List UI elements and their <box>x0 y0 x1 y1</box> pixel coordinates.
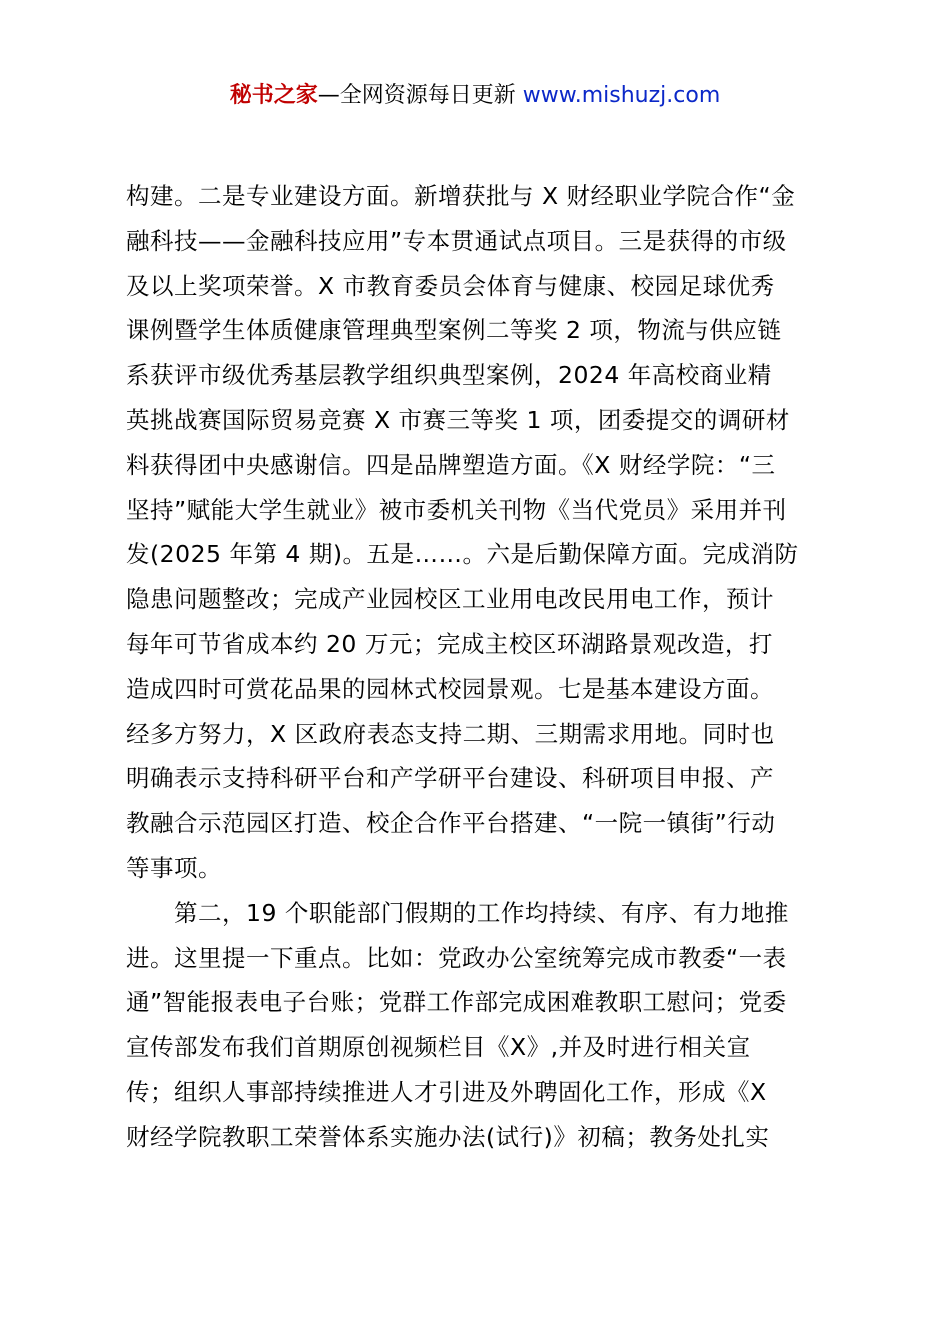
text-line: 通”智能报表电子台账；党群工作部完成困难教职工慰问；党委 <box>126 988 787 1017</box>
text-line: 造成四时可赏花品果的园林式校园景观。七是基本建设方面。 <box>126 674 774 703</box>
text-line: 每年可节省成本约 20 万元；完成主校区环湖路景观改造，打 <box>126 629 773 658</box>
text-line: 发(2025 年第 4 期)。五是……。六是后勤保障方面。完成消防 <box>126 540 799 569</box>
text-line: 明确表示支持科研平台和产学研平台建设、科研项目申报、产 <box>126 764 774 793</box>
text-line: 财经学院教职工荣誉体系实施办法(试行)》初稿；教务处扎实 <box>126 1122 770 1151</box>
text-line: 英挑战赛国际贸易竞赛 X 市赛三等奖 1 项，团委提交的调研材 <box>126 405 790 434</box>
text-line: 教融合示范园区打造、校企合作平台搭建、“一院一镇街”行动 <box>126 809 776 838</box>
text-line: 第二，19 个职能部门假期的工作均持续、有序、有力地推 <box>126 898 789 927</box>
text-line: 构建。二是专业建设方面。新增获批与 X 财经职业学院合作“金 <box>126 182 796 210</box>
website-url[interactable]: www.mishuzj.com <box>522 83 721 108</box>
text-line: 宣传部发布我们首期原创视频栏目《X》,并及时进行相关宣 <box>126 1033 751 1062</box>
text-line: 坚持”赋能大学生就业》被市委机关刊物《当代党员》采用并刊 <box>126 495 787 524</box>
text-line: 系获评市级优秀基层教学组织典型案例，2024 年高校商业精 <box>126 361 772 390</box>
text-line: 传；组织人事部持续推进人才引进及外聘固化工作，形成《X <box>126 1077 767 1106</box>
header-tagline: —全网资源每日更新 <box>317 83 523 108</box>
text-line: 课例暨学生体质健康管理典型案例二等奖 2 项，物流与供应链 <box>126 316 782 345</box>
brand-name: 秘书之家 <box>229 83 318 108</box>
text-line: 及以上奖项荣誉。X 市教育委员会体育与健康、校园足球优秀 <box>126 271 775 300</box>
text-line: 经多方努力，X 区政府表态支持二期、三期需求用地。同时也 <box>126 719 775 748</box>
text-line: 融科技——金融科技应用”专本贯通试点项目。三是获得的市级 <box>126 226 787 255</box>
text-line: 等事项。 <box>126 853 222 882</box>
text-line: 隐患问题整改；完成产业园校区工业用电改民用电工作，预计 <box>126 585 774 614</box>
text-line: 料获得团中央感谢信。四是品牌塑造方面。《X 财经学院：“三 <box>126 450 776 479</box>
page-header <box>0 80 950 112</box>
text-line: 进。这里提一下重点。比如：党政办公室统筹完成市教委“一表 <box>126 943 787 972</box>
document-body <box>126 174 836 1160</box>
